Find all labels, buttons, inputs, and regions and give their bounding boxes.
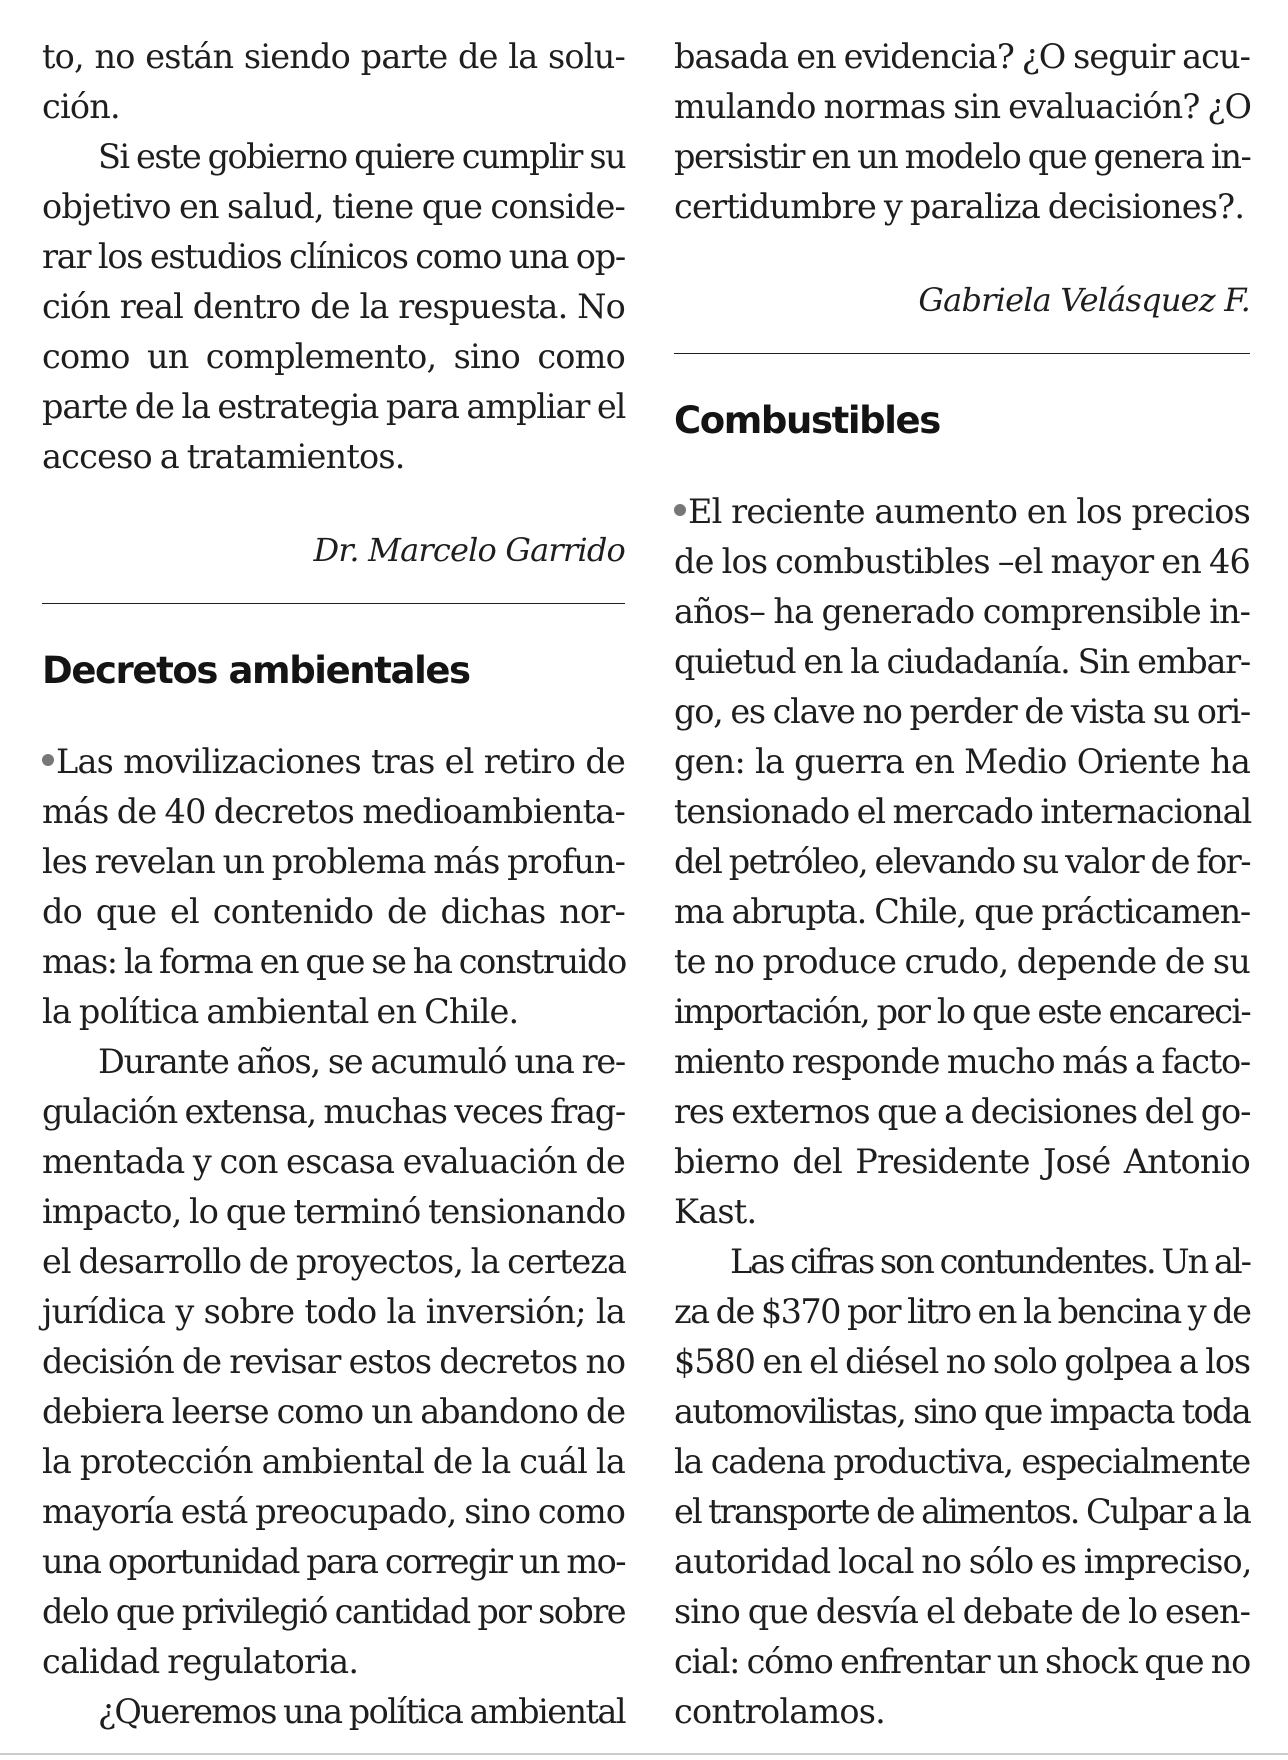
signature: Gabriela Velásquez F.: [918, 281, 1250, 319]
text-line: gen: la guerra en Medio Oriente ha: [674, 742, 1250, 781]
text-line: mas: la forma en que se ha construido: [42, 942, 626, 981]
text-line-content: El reciente aumento en los precios: [688, 492, 1250, 531]
text-line: controlamos.: [674, 1692, 886, 1731]
text-line: ción real dentro de la respuesta. No: [42, 287, 625, 326]
text-line: automovilistas, sino que impacta toda: [674, 1392, 1250, 1431]
text-line: to, no están siendo parte de la solu-: [42, 37, 625, 76]
article-paragraph: [42, 1687, 625, 1737]
text-line: miento responde mucho más a facto-: [674, 1042, 1250, 1081]
text-line: autoridad local no sólo es impreciso,: [674, 1542, 1252, 1581]
text-line: Las cifras son contundentes. Un al-: [730, 1242, 1250, 1281]
text-line: rar los estudios clínicos como una op-: [42, 237, 625, 276]
bullet-icon: [674, 504, 686, 516]
text-line: certidumbre y paraliza decisiones?.: [674, 187, 1245, 226]
text-line: más de 40 decretos medioambienta-: [42, 792, 625, 831]
text-line: Kast.: [674, 1192, 757, 1231]
text-line: parte de la estrategia para ampliar el: [42, 387, 626, 426]
text-line: la cadena productiva, especialmente: [674, 1442, 1250, 1481]
text-line: decisión de revisar estos decretos no: [42, 1342, 625, 1381]
text-line: [674, 487, 1250, 537]
text-line: el transporte de alimentos. Culpar a la: [674, 1492, 1250, 1531]
letter-closing-paragraph: [42, 132, 625, 482]
text-line: objetivo en salud, tiene que conside-: [42, 187, 625, 226]
text-line: mentada y con escasa evaluación de: [42, 1142, 625, 1181]
text-line: gulación extensa, muchas veces frag-: [42, 1092, 625, 1131]
text-line: za de $370 por litro en la bencina y de: [674, 1292, 1251, 1331]
text-line: quietud en la ciudadanía. Sin embar-: [674, 642, 1250, 681]
text-line: como un complemento, sino como: [42, 337, 625, 376]
text-line: la política ambiental en Chile.: [42, 992, 519, 1031]
text-line: cial: cómo enfrentar un shock que no: [674, 1642, 1250, 1681]
text-line: do que el contenido de dichas nor-: [42, 892, 625, 931]
text-line: [42, 737, 625, 787]
signature: Dr. Marcelo Garrido: [313, 531, 625, 569]
text-line: calidad regulatoria.: [42, 1642, 359, 1681]
text-line: te no produce crudo, depende de su: [674, 942, 1250, 981]
text-line: una oportunidad para corregir un mo-: [42, 1542, 625, 1581]
text-line: Durante años, se acumuló una re-: [98, 1042, 625, 1081]
text-line: ción.: [42, 87, 120, 126]
text-line: tensionado el mercado internacional: [674, 792, 1252, 831]
text-line: años– ha generado comprensible in-: [674, 592, 1250, 631]
text-line: debiera leerse como un abandono de: [42, 1392, 625, 1431]
text-line: les revelan un problema más profun-: [42, 842, 625, 881]
text-line: delo que privilegió cantidad por sobre: [42, 1592, 625, 1631]
text-line: mulando normas sin evaluación? ¿O: [674, 87, 1252, 126]
section-heading: Combustibles: [674, 399, 940, 442]
text-line: jurídica y sobre todo la inversión; la: [42, 1292, 625, 1331]
text-line: Si este gobierno quiere cumplir su: [98, 137, 625, 176]
text-line: de los combustibles –el mayor en 46: [674, 542, 1250, 581]
right-column: [674, 32, 1250, 1737]
text-line: el desarrollo de proyectos, la certeza: [42, 1242, 626, 1281]
text-line: impacto, lo que terminó tensionando: [42, 1192, 626, 1231]
text-line: mayoría está preocupado, sino como: [42, 1492, 625, 1531]
bullet-icon: [42, 754, 54, 766]
article-paragraph: [42, 737, 625, 1037]
text-line: sino que desvía el debate de lo esen-: [674, 1592, 1250, 1631]
text-line: importación, por lo que este encareci-: [674, 992, 1250, 1031]
text-line: $580 en el diésel no solo golpea a los: [674, 1342, 1250, 1381]
article-paragraph: [674, 487, 1250, 1237]
text-line: ¿Queremos una política ambiental: [98, 1692, 625, 1731]
page-bottom-border: [0, 1753, 1288, 1755]
left-column: [42, 32, 625, 1737]
continuation-paragraph: [674, 32, 1250, 232]
text-line: del petróleo, elevando su valor de for-: [674, 842, 1250, 881]
article-paragraph: [42, 1037, 625, 1687]
text-line: go, es clave no perder de vista su ori-: [674, 692, 1250, 731]
text-line: basada en evidencia? ¿O seguir acu-: [674, 37, 1250, 76]
text-line: ma abrupta. Chile, que prácticamen-: [674, 892, 1250, 931]
text-line: persistir en un modelo que genera in-: [674, 137, 1251, 176]
text-line: la protección ambiental de la cuál la: [42, 1442, 625, 1481]
text-line: bierno del Presidente José Antonio: [674, 1142, 1250, 1181]
intro-paragraph: [42, 32, 625, 132]
text-line: res externos que a decisiones del go-: [674, 1092, 1251, 1131]
section-heading: Decretos ambientales: [42, 649, 470, 692]
text-line: acceso a tratamientos.: [42, 437, 405, 476]
text-line-content: Las movilizaciones tras el retiro de: [56, 742, 625, 781]
article-paragraph: [674, 1237, 1250, 1737]
